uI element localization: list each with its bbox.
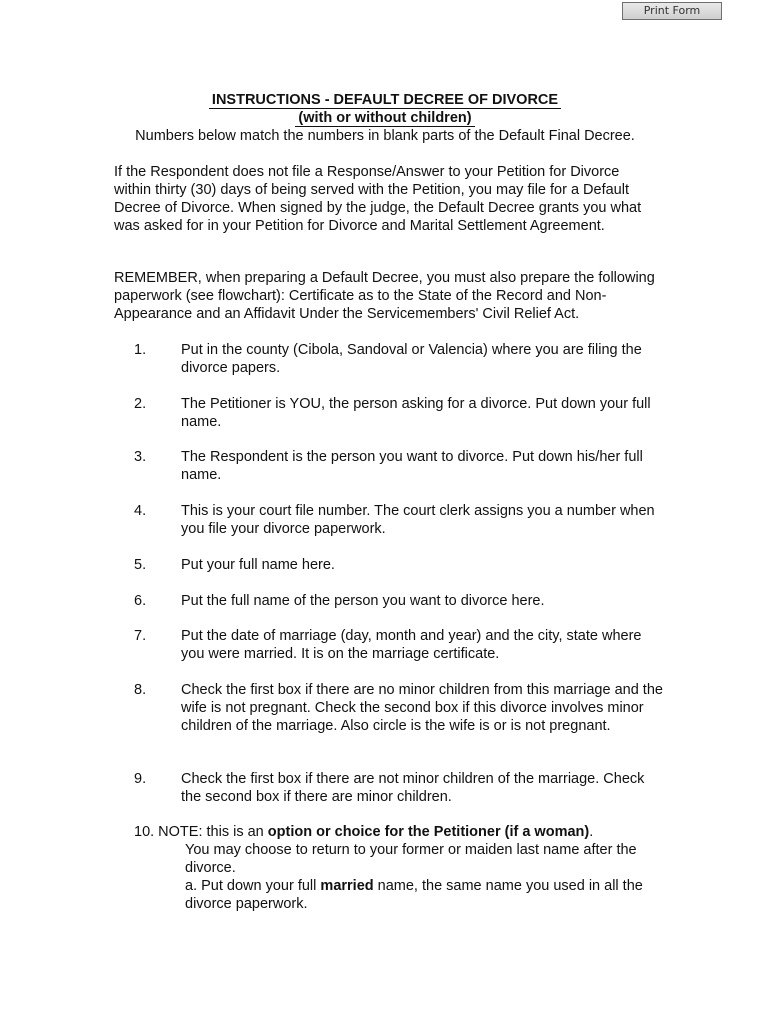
item-number: 9. xyxy=(134,771,147,787)
note-detail: You may choose to return to your former or maiden last name after the divorce. xyxy=(185,842,637,876)
note-sub-item-a: a. Put down your full married name, the same name you used in all the divorce paperwork. xyxy=(185,878,643,912)
item-text: Put in the county (Cibola, Sandoval or Valencia) where you are filing the divorce papers. xyxy=(181,342,642,376)
item-text: The Petitioner is YOU, the person asking for a divorce. Put down your full name. xyxy=(181,396,651,430)
item-text: Put the full name of the person you want to divorce here. xyxy=(181,593,545,609)
list-item-note xyxy=(134,823,674,913)
item-text: The Respondent is the person you want to divorce. Put down his/her full name. xyxy=(181,449,643,483)
item-number: 6. xyxy=(134,593,147,609)
item-text: This is your court file number. The court clerk assigns you a number when you file your divorce paperwork. xyxy=(181,503,655,537)
item-text: Put the date of marriage (day, month and year) and the city, state where you were married. It is on the marriage certificate. xyxy=(181,628,642,662)
item-number: 1. xyxy=(134,342,147,358)
item-number: 4. xyxy=(134,503,147,519)
item-number: 3. xyxy=(134,449,147,465)
item-number: 7. xyxy=(134,628,147,644)
note-line: 10. NOTE: this is an option or choice for the Petitioner (if a woman). xyxy=(134,824,594,840)
print-form-button[interactable]: Print Form xyxy=(622,2,722,20)
item-text: Put your full name here. xyxy=(181,557,335,573)
item-number: 2. xyxy=(134,396,147,412)
intro-line: Numbers below match the numbers in blank parts of the Default Final Decree. xyxy=(135,128,635,144)
paragraph-remember: REMEMBER, when preparing a Default Decree, you must also prepare the following paperwork (see flowchart): Certificate as to the State of the Record and Non-Appearance and an Affidavit Under the Servicemembers' Civil Relief Act. xyxy=(114,270,655,322)
item-text: Check the first box if there are not minor children of the marriage. Check the second box if there are minor children. xyxy=(181,771,645,805)
item-number: 5. xyxy=(134,557,147,573)
item-text: Check the first box if there are no minor children from this marriage and the wife is not pregnant. Check the second box if this divorce involves minor children of the marriage. Also circle is the wife is or is not pregnant. xyxy=(181,682,663,734)
item-number: 8. xyxy=(134,682,147,698)
page-title: INSTRUCTIONS - DEFAULT DECREE OF DIVORCE xyxy=(0,92,770,108)
paragraph-default-decree: If the Respondent does not file a Response/Answer to your Petition for Divorce within thirty (30) days of being served with the Petition, you may file for a Default Decree of Divorce. When signed by the judge, the Default Decree grants you what was asked for in your Petition for Divorce and Marital Settlement Agreement. xyxy=(114,164,642,234)
page-subtitle: (with or without children) xyxy=(0,110,770,126)
